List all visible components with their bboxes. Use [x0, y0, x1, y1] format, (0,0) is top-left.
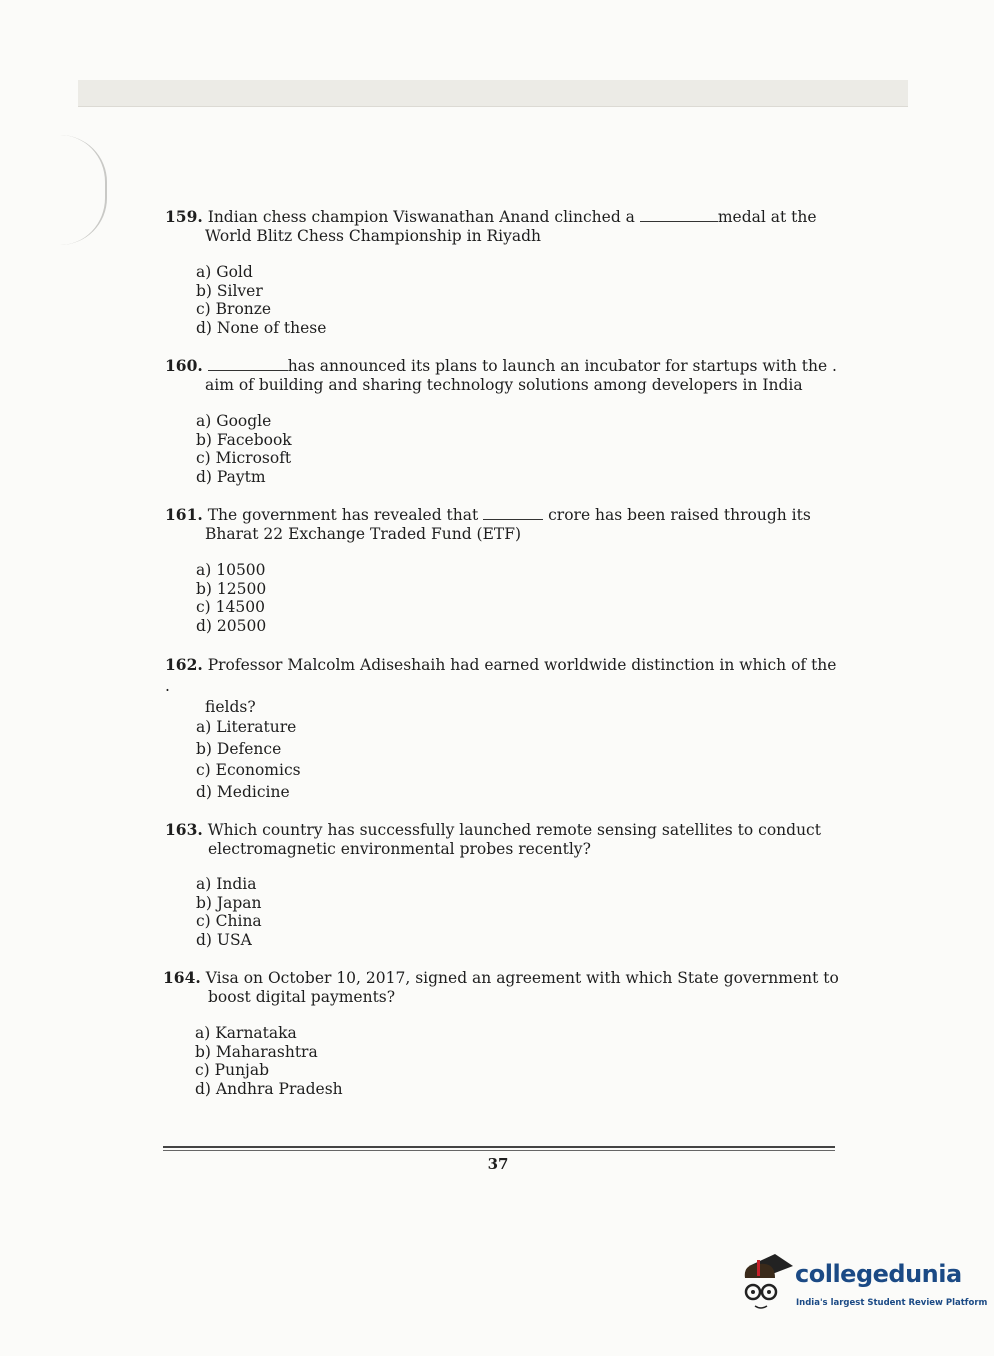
- question-number: 164.: [163, 968, 201, 987]
- question-159: [165, 207, 845, 246]
- option-a: a) India: [196, 875, 257, 893]
- question-text-line2: boost digital payments?: [208, 988, 396, 1006]
- options-164: [195, 1024, 495, 1098]
- footer-rule: [163, 1146, 835, 1148]
- option-b: b) Facebook: [196, 430, 292, 449]
- question-text: Which country has successfully launched remote sensing satellites to conduct: [207, 821, 821, 839]
- question-number: 160.: [165, 356, 203, 375]
- logo-wordmark: collegedunia: [795, 1260, 962, 1288]
- question-164: [163, 968, 843, 1007]
- options-159: [196, 263, 496, 337]
- question-text-continued: crore has been raised through its: [548, 506, 811, 524]
- question-text: Indian chess champion Viswanathan Anand clinched a: [207, 208, 635, 226]
- question-text-line2: electromagnetic environmental probes recently?: [208, 840, 591, 858]
- option-b: b) Japan: [196, 893, 262, 912]
- question-163: [165, 820, 845, 859]
- question-162: [165, 654, 845, 718]
- answer-blank: [208, 358, 288, 371]
- option-a: a) 10500: [196, 561, 266, 579]
- option-b: b) Maharashtra: [195, 1042, 318, 1061]
- option-b: b) Silver: [196, 281, 263, 300]
- question-text: Professor Malcolm Adiseshaih had earned worldwide distinction in which of the .: [165, 656, 837, 695]
- options-161: [196, 561, 496, 635]
- question-text: Visa on October 10, 2017, signed an agreement with which State government to: [205, 969, 839, 987]
- answer-blank: [640, 209, 718, 222]
- option-a: a) Google: [196, 412, 272, 430]
- mascot-icon: [735, 1248, 793, 1318]
- option-a: a) Gold: [196, 263, 253, 281]
- option-c: c) China: [196, 912, 262, 931]
- option-d: d) USA: [196, 930, 252, 949]
- option-a: a) Karnataka: [195, 1024, 297, 1042]
- option-c: c) Bronze: [196, 300, 272, 319]
- question-number: 161.: [165, 505, 203, 524]
- options-162: [196, 717, 496, 803]
- option-c: c) Punjab: [195, 1061, 270, 1080]
- options-163: [196, 875, 496, 949]
- question-text-line2: fields?: [205, 698, 256, 716]
- option-d: d) Medicine: [196, 782, 290, 801]
- option-d: d) Paytm: [196, 467, 266, 486]
- option-b: b) 12500: [196, 579, 267, 598]
- answer-blank: [483, 507, 543, 520]
- question-text-line2: World Blitz Chess Championship in Riyadh: [205, 227, 542, 245]
- option-d: d) Andhra Pradesh: [195, 1079, 343, 1098]
- question-text-continued: medal at the: [717, 208, 817, 226]
- question-161: [165, 505, 845, 544]
- option-c: c) Microsoft: [196, 449, 292, 468]
- question-number: 162.: [165, 655, 203, 674]
- question-text-continued: has announced its plans to launch an incubator for startups with the .: [287, 357, 837, 375]
- logo-tagline: India's largest Student Review Platform: [796, 1298, 988, 1308]
- option-a: a) Literature: [196, 718, 297, 736]
- option-c: c) Economics: [196, 761, 301, 779]
- question-text: The government has revealed that: [207, 506, 479, 524]
- options-160: [196, 412, 496, 486]
- option-d: d) None of these: [196, 318, 327, 337]
- page-number: 37: [487, 1155, 509, 1173]
- question-number: 163.: [165, 820, 203, 839]
- question-text-line2: aim of building and sharing technology solutions among developers in India: [205, 376, 803, 394]
- option-b: b) Defence: [196, 739, 282, 758]
- question-number: 159.: [165, 207, 203, 226]
- option-d: d) 20500: [196, 616, 267, 635]
- option-c: c) 14500: [196, 598, 265, 617]
- question-160: [165, 356, 845, 395]
- question-text-line2: Bharat 22 Exchange Traded Fund (ETF): [205, 525, 522, 543]
- footer-rule-thin: [163, 1150, 835, 1151]
- collegedunia-logo: [735, 1248, 988, 1328]
